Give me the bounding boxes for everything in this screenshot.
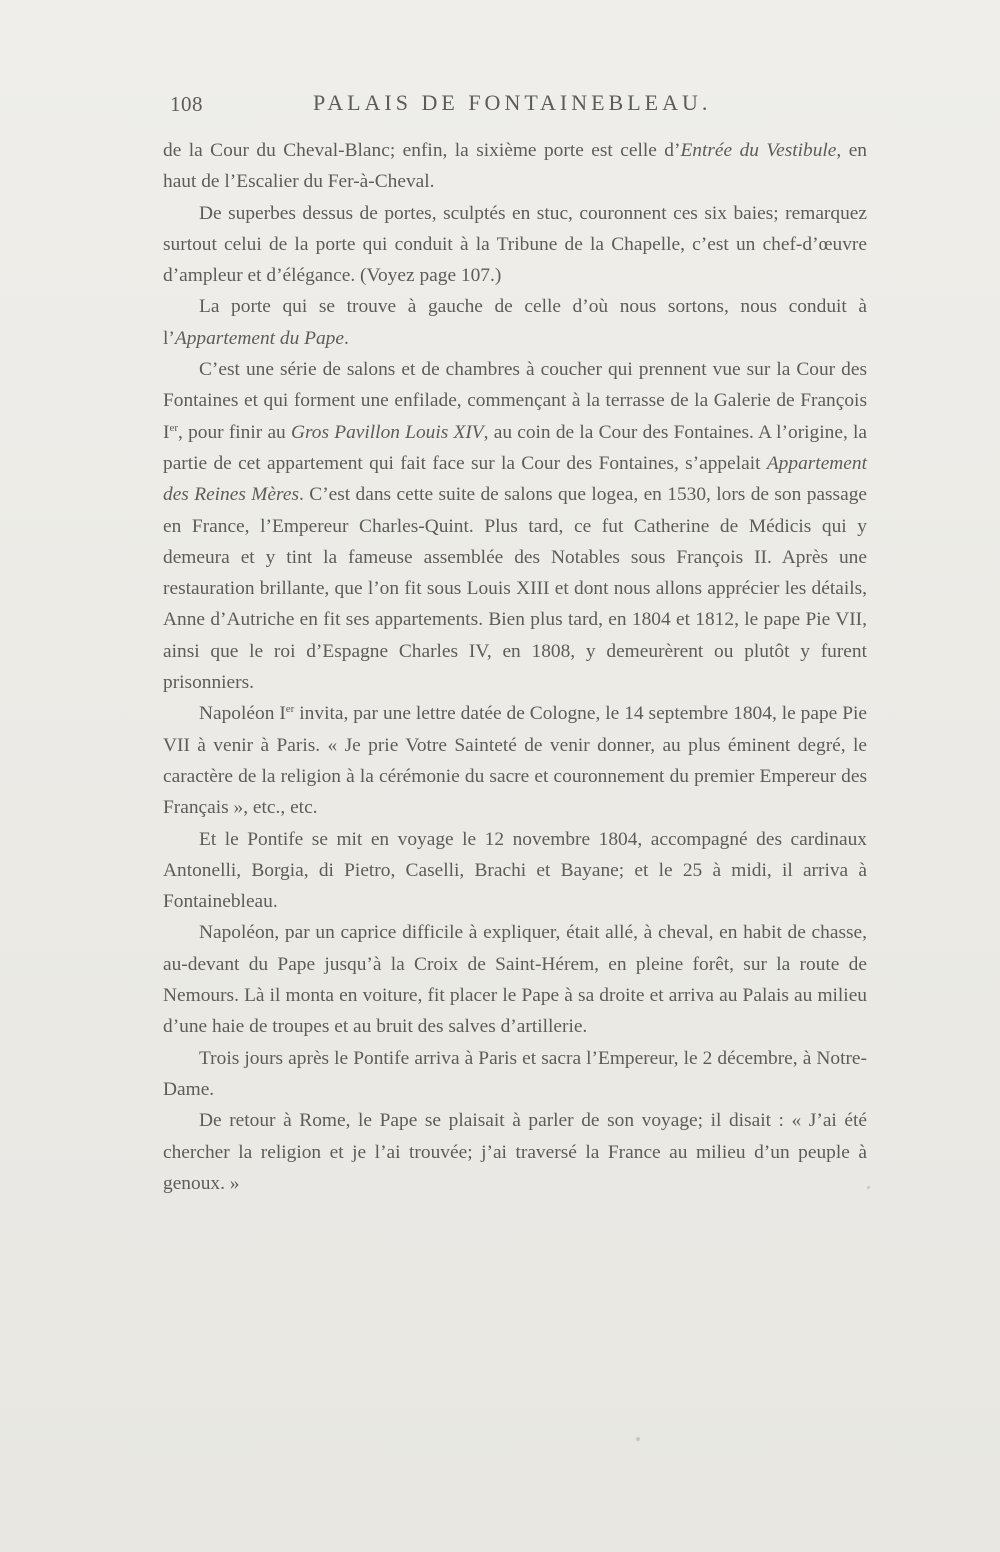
text-run: invita, par une lettre datée de Cologne, le 14 septembre 1804, le pape Pie VII à venir à Paris. « Je prie Votre Sainteté de venir donner, au plus éminent degré, le caractère de la religion à la cérémonie du sacre et couronnement du premier Empereur des Français », etc., etc. <box>163 703 867 819</box>
page-number: 108 <box>170 92 203 116</box>
text-run: C’est une série de salons et de chambres à coucher qui prennent vue sur la Cour des Fontaines et qui forment une enfilade, commençant à la terrasse de la Galerie de François I <box>163 359 867 443</box>
text-run: . <box>343 327 349 349</box>
paper-speck <box>867 1186 870 1189</box>
paragraph <box>163 1105 867 1199</box>
text-run: Et le Pontife se mit en voyage le 12 novembre 1804, accompagné des cardinaux Antonelli, Borgia, di Pietro, Caselli, Brachi et Bayane; et le 25 à midi, il arriva à Fontainebleau. <box>163 828 867 913</box>
paragraph <box>163 1043 867 1106</box>
text-run: Napoléon I <box>199 703 286 725</box>
paragraph <box>163 917 867 1042</box>
italic-text: Appartement du Pape <box>174 327 344 349</box>
paragraph <box>163 824 867 918</box>
paragraph <box>163 291 867 354</box>
text-run: Trois jours après le Pontife arriva à Paris et sacra l’Empereur, le 2 décembre, à Notre-Dame. <box>163 1047 867 1100</box>
paragraph <box>163 135 867 198</box>
text-run: De retour à Rome, le Pape se plaisait à parler de son voyage; il disait : « J’ai été chercher la religion et je l’ai trouvée; j’ai traversé la France au milieu d’un peuple à genoux. » <box>163 1110 867 1194</box>
body-text <box>163 135 867 1199</box>
paragraph <box>163 354 867 698</box>
running-header <box>170 90 870 120</box>
text-run: Napoléon, par un caprice difficile à expliquer, était allé, à cheval, en habit de chasse, au-devant du Pape jusqu’à la Croix de Saint-Hérem, en pleine forêt, sur la route de Nemours. Là il monta en voiture, fit placer le Pape à sa droite et arriva au Palais au milieu d’une haie de troupes et au bruit des salves d’artillerie. <box>163 922 867 1038</box>
running-title: PALAIS DE FONTAINEBLEAU. <box>313 90 712 115</box>
superscript: er <box>285 703 295 716</box>
text-run: , au coin de la Cour des Fontaines. A l’origine, la partie de cet appartement qui fait face sur la Cour des Fontaines, s’appelait <box>163 421 868 474</box>
paper-speck <box>636 1437 640 1441</box>
text-run: La porte qui se trouve à gauche de celle d’où nous sortons, nous conduit à l’ <box>163 296 867 349</box>
text-run: de la Cour du Cheval-Blanc; enfin, la sixième porte est celle d’ <box>163 140 681 161</box>
italic-text: Appartement des Reines Mères <box>163 452 867 506</box>
italic-text: Entrée du Vestibule <box>680 140 837 161</box>
text-run: , pour finir au <box>178 421 291 443</box>
superscript: er <box>169 421 179 434</box>
paragraph <box>163 698 867 823</box>
text-run: De superbes dessus de portes, sculptés en stuc, couronnent ces six baies; remarquez surtout celui de la porte qui conduit à la Tribune de la Chapelle, c’est un chef-d’œuvre d’ampleur et d’élégance. (Voyez page 107.) <box>163 202 867 287</box>
text-run: , en haut de l’Escalier du Fer-à-Cheval. <box>163 140 867 193</box>
paragraph <box>163 198 867 292</box>
text-run: . C’est dans cette suite de salons que logea, en 1530, lors de son passage en France, l’Empereur Charles-Quint. Plus tard, ce fut Catherine de Médicis qui y demeura et y tint la fameuse assemblée des Notables sous François II. Après une restauration brillante, que l’on fit sous Louis XIII et dont nous allons apprécier les détails, Anne d’Autriche en fit ses appartements. Bien plus tard, en 1804 et 1812, le pape Pie VII, ainsi que le roi d’Espagne Charles IV, en 1808, y demeurèrent ou plutôt y furent prisonniers. <box>163 484 868 694</box>
italic-text: Gros Pavillon Louis XIV <box>290 421 484 443</box>
